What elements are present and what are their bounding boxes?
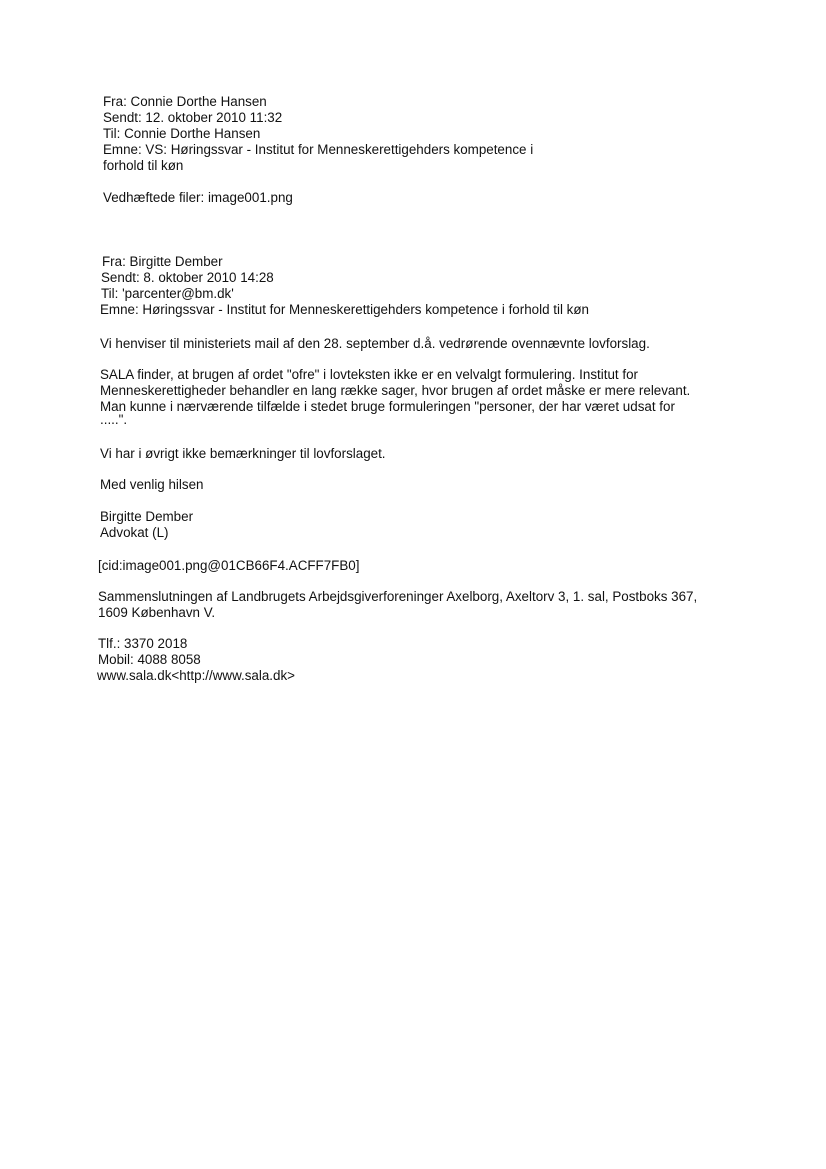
organization-line-2: 1609 København V.: [98, 605, 216, 620]
signature-title: Advokat (L): [100, 525, 169, 540]
forward-sent: Sendt: 12. oktober 2010 11:32: [103, 110, 283, 125]
cid-text: [cid:image001.png@01CB66F4.ACFF7FB0]: [98, 558, 360, 573]
body-p1-text: Vi henviser til ministeriets mail af den 28. september d.å. vedrørende ovennævnte lovforslag.: [100, 336, 650, 351]
forward-from: Fra: Connie Dorthe Hansen: [103, 94, 267, 109]
forward-subject-line-2: forhold til køn: [103, 158, 184, 173]
forward-subject-line-1: Emne: VS: Høringssvar - Institut for Menneskerettigehders kompetence i: [103, 142, 534, 157]
body-p2-line-2: Menneskerettigheder behandler en lang række sager, hvor brugen af ordet måske er mere relevant.: [100, 383, 691, 398]
original-to: Til: 'parcenter@bm.dk': [101, 286, 234, 301]
closing-text: Med venlig hilsen: [100, 477, 204, 492]
original-sent: Sendt: 8. oktober 2010 14:28: [101, 270, 274, 285]
body-p2-line-3: Man kunne i nærværende tilfælde i stedet bruge formuleringen "personer, der har været udsat for: [100, 399, 675, 414]
signature-name: Birgitte Dember: [100, 509, 194, 524]
contact-mobile: Mobil: 4088 8058: [98, 652, 201, 667]
attachments-text: Vedhæftede filer: image001.png: [103, 190, 293, 205]
original-subject: Emne: Høringssvar - Institut for Menneskerettigehders kompetence i forhold til køn: [100, 302, 589, 317]
organization-line-1: Sammenslutningen af Landbrugets Arbejdsgiverforeninger Axelborg, Axeltorv 3, 1. sal, Postboks 367,: [98, 589, 698, 604]
body-p2-line-1: SALA finder, at brugen af ordet "ofre" i lovteksten ikke er en velvalgt formulering. Institut for: [100, 367, 638, 382]
forward-to: Til: Connie Dorthe Hansen: [103, 126, 261, 141]
body-p3-text: Vi har i øvrigt ikke bemærkninger til lovforslaget.: [100, 446, 386, 461]
contact-web: www.sala.dk<http://www.sala.dk>: [97, 668, 295, 683]
contact-phone: Tlf.: 3370 2018: [98, 636, 188, 651]
original-from: Fra: Birgitte Dember: [102, 254, 223, 269]
body-p2-line-4: .....".: [100, 412, 128, 427]
